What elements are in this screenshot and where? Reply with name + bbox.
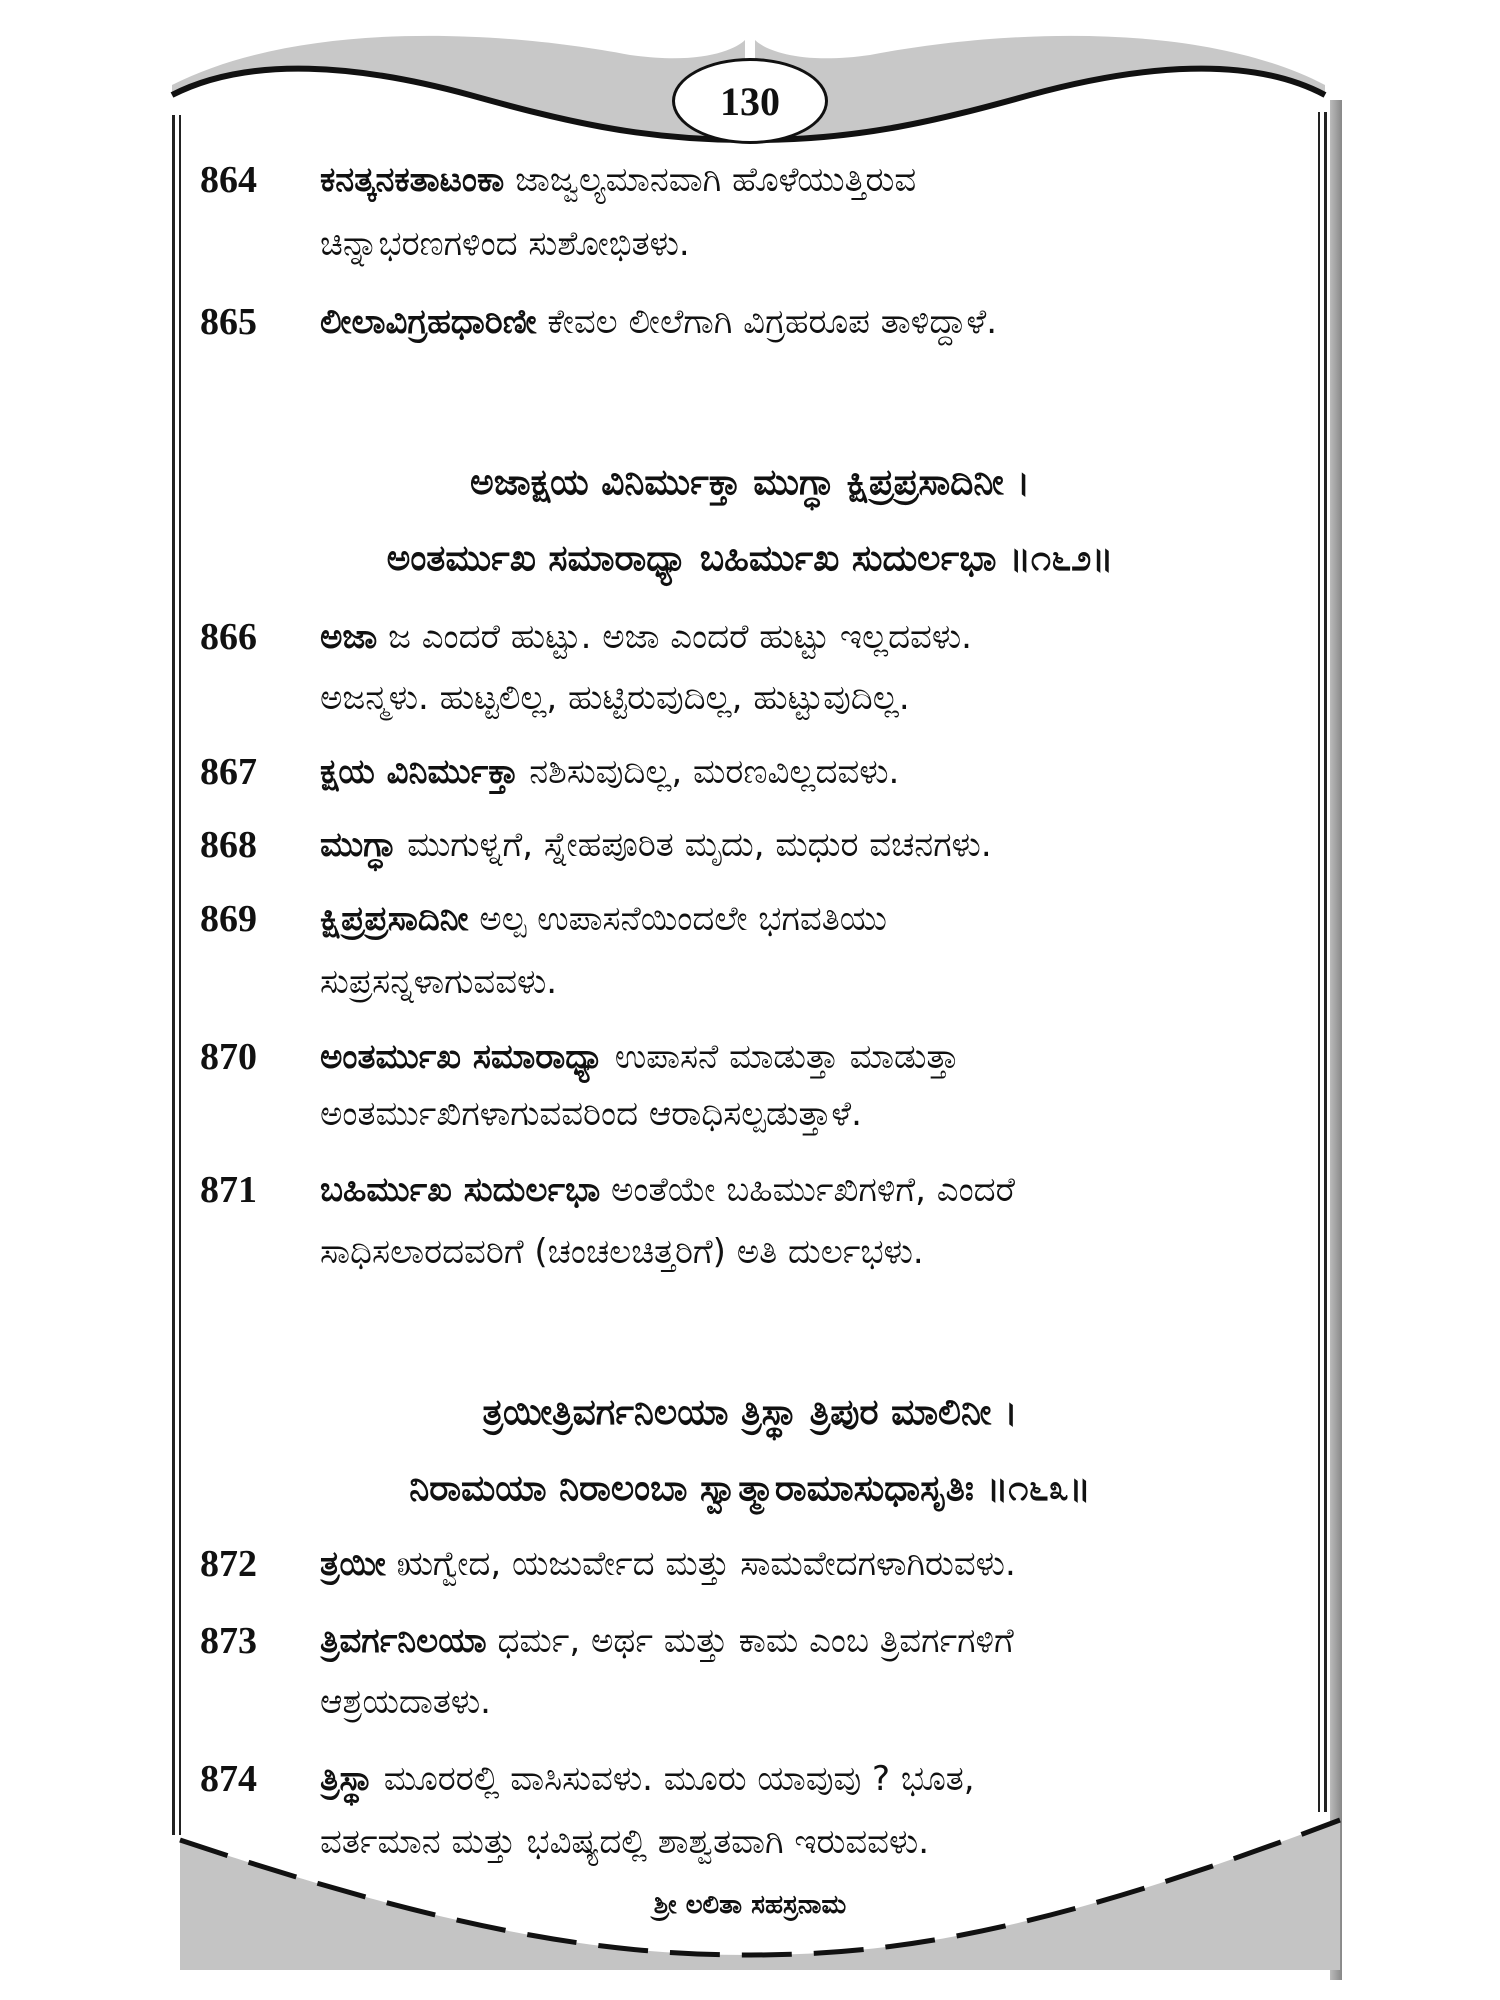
entry-name: ತ್ರಿವರ್ಗನಿಲಯಾ [320, 1621, 487, 1661]
verse-line: ನಿರಾಮಯಾ ನಿರಾಲಂಬಾ ಸ್ವಾತ್ಮಾರಾಮಾಸುಧಾಸೃತಿಃ ॥೧೬೩॥ [409, 1468, 1091, 1509]
entry-870-continuation: ಅಂತರ್ಮುಖಿಗಳಾಗುವವರಿಂದ ಆರಾಧಿಸಲ್ಪಡುತ್ತಾಳೆ. [320, 1094, 862, 1134]
entry-description: ಮುಗುಳ್ನಗೆ, ಸ್ನೇಹಪೂರಿತ ಮೃದು, ಮಧುರ ವಚನಗಳು. [407, 825, 992, 865]
entry-description: ಅಲ್ಪ ಉಪಾಸನೆಯಿಂದಲೇ ಭಗವತಿಯು [479, 899, 887, 939]
entry-number: 868 [200, 824, 257, 866]
entry-number: 874 [200, 1758, 257, 1800]
entry-name: ತ್ರಿಸ್ಥಾ [320, 1759, 373, 1799]
page-edge-shadow [1330, 100, 1342, 1980]
entry-name: ಕನತ್ಕನಕತಾಟಂಕಾ [320, 160, 505, 200]
entry-name: ಲೀಲಾವಿಗ್ರಹಧಾರಿಣೀ [320, 302, 537, 342]
verse-line: ತ್ರಯೀತ್ರಿವರ್ಗನಿಲಯಾ ತ್ರಿಸ್ಥಾ ತ್ರಿಪುರ ಮಾಲಿನೀ । [482, 1392, 1018, 1433]
entry-description: ನಶಿಸುವುದಿಲ್ಲ, ಮರಣವಿಲ್ಲದವಳು. [529, 752, 900, 792]
entry-description: ಮೂರರಲ್ಲಿ ವಾಸಿಸುವಳು. ಮೂರು ಯಾವುವು ? ಭೂತ, [383, 1759, 975, 1799]
verse-line: ಅಜಾಕ್ಷಯ ವಿನಿರ್ಮುಕ್ತಾ ಮುಗ್ಧಾ ಕ್ಷಿಪ್ರಪ್ರಸಾದಿನೀ । [469, 462, 1031, 503]
entry-869-continuation: ಸುಪ್ರಸನ್ನಳಾಗುವವಳು. [320, 962, 558, 1002]
entry-name: ಬಹಿರ್ಮುಖ ಸುದುರ್ಲಭಾ [320, 1170, 601, 1210]
entry-866-continuation: ಅಜನ್ಮಳು. ಹುಟ್ಟಲಿಲ್ಲ, ಹುಟ್ಟಿರುವುದಿಲ್ಲ, ಹುಟ್ಟುವುದಿಲ್ಲ. [320, 678, 910, 718]
entry-description: ಜ ಎಂದರೆ ಹುಟ್ಟು. ಅಜಾ ಎಂದರೆ ಹುಟ್ಟು ಇಲ್ಲದವಳು. [388, 617, 972, 657]
entry-number: 864 [200, 159, 257, 201]
entry-name: ಅಂತರ್ಮುಖ ಸಮಾರಾಧ್ಯಾ [320, 1037, 604, 1077]
entry-number: 867 [200, 751, 257, 793]
entry-864-continuation: ಚಿನ್ನಾಭರಣಗಳಿಂದ ಸುಶೋಭಿತಳು. [320, 224, 690, 264]
entry-number: 872 [200, 1543, 257, 1585]
entry-name: ಮುಗ್ಧಾ [320, 825, 397, 865]
verse-line: ಅಂತರ್ಮುಖ ಸಮಾರಾಧ್ಯಾ ಬಹಿರ್ಮುಖ ಸುದುರ್ಲಭಾ ॥೧೬೨॥ [386, 538, 1114, 579]
entry-name: ತ್ರಯೀ [320, 1544, 386, 1584]
entry-number: 873 [200, 1620, 257, 1662]
entry-description: ಋಗ್ವೇದ, ಯಜುರ್ವೇದ ಮತ್ತು ಸಾಮವೇದಗಳಾಗಿರುವಳು. [396, 1544, 1016, 1584]
entry-description: ಧರ್ಮ, ಅರ್ಥ ಮತ್ತು ಕಾಮ ಎಂಬ ತ್ರಿವರ್ಗಗಳಿಗೆ [497, 1621, 1014, 1661]
entry-number: 866 [200, 616, 257, 658]
entry-name: ಕ್ಷಿಪ್ರಪ್ರಸಾದಿನೀ [320, 899, 469, 939]
entry-number: 871 [200, 1169, 257, 1211]
left-border-rule [172, 115, 181, 1835]
right-border-rule [1318, 112, 1327, 1812]
entry-874-continuation: ವರ್ತಮಾನ ಮತ್ತು ಭವಿಷ್ಯದಲ್ಲಿ ಶಾಶ್ವತವಾಗಿ ಇರುವವಳು. [320, 1822, 930, 1862]
entry-873-continuation: ಆಶ್ರಯದಾತಳು. [320, 1682, 491, 1722]
entry-name: ಅಜಾ [320, 617, 378, 657]
entry-number: 870 [200, 1036, 257, 1078]
entry-description: ಜಾಜ್ವಲ್ಯಮಾನವಾಗಿ ಹೊಳೆಯುತ್ತಿರುವ [515, 160, 917, 200]
page-number: 130 [672, 58, 828, 144]
entry-description: ಕೇವಲ ಲೀಲೆಗಾಗಿ ವಿಗ್ರಹರೂಪ ತಾಳಿದ್ದಾಳೆ. [547, 302, 998, 342]
entry-number: 869 [200, 898, 257, 940]
entry-description: ಅಂತೆಯೇ ಬಹಿರ್ಮುಖಿಗಳಿಗೆ, ಎಂದರೆ [611, 1170, 1015, 1210]
footer-book-title: ಶ್ರೀ ಲಲಿತಾ ಸಹಸ್ರನಾಮ [653, 1890, 847, 1920]
entry-description: ಉಪಾಸನೆ ಮಾಡುತ್ತಾ ಮಾಡುತ್ತಾ [614, 1037, 960, 1077]
entry-871-continuation: ಸಾಧಿಸಲಾರದವರಿಗೆ (ಚಂಚಲಚಿತ್ತರಿಗೆ) ಅತಿ ದುರ್ಲಭಳು. [320, 1232, 924, 1272]
entry-name: ಕ್ಷಯ ವಿನಿರ್ಮುಕ್ತಾ [320, 752, 519, 792]
entry-number: 865 [200, 301, 257, 343]
